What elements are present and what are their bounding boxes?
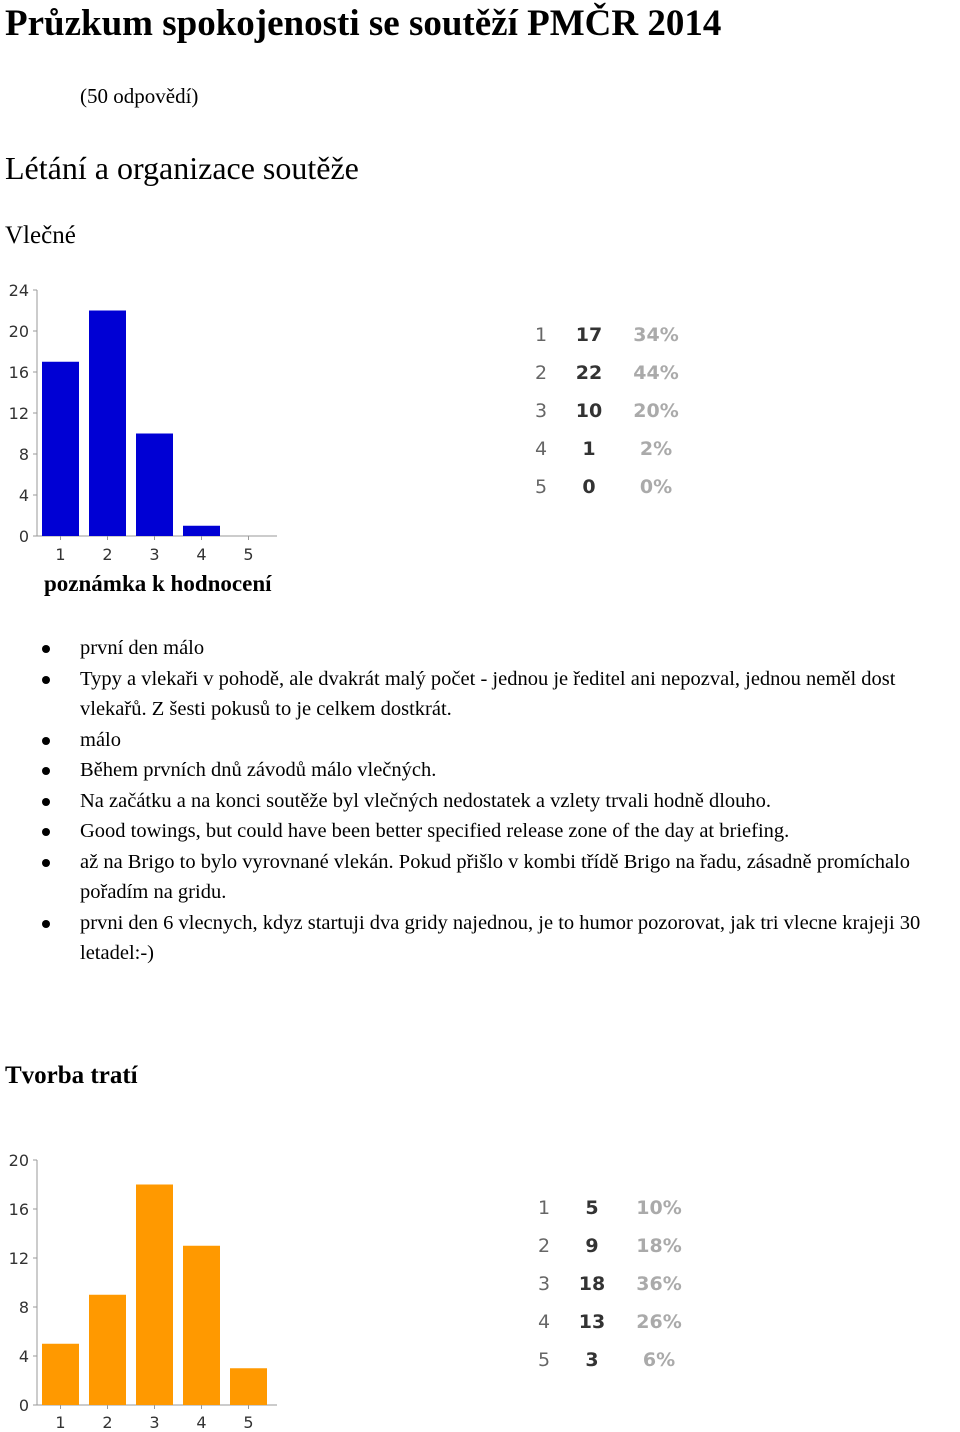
rating-key: 1: [534, 324, 548, 346]
y-tick-label: 16: [8, 1200, 29, 1219]
bar: [136, 1185, 173, 1406]
rating-percent: 10%: [636, 1197, 682, 1219]
x-tick-label: 3: [149, 1413, 160, 1432]
rating-percent: 44%: [633, 362, 679, 384]
rating-percent: 6%: [642, 1349, 676, 1371]
rating-count: 22: [575, 362, 603, 384]
bar: [42, 362, 79, 536]
question-title-towing: Vlečné: [5, 222, 76, 249]
x-tick-label: 4: [196, 1413, 207, 1432]
bar: [42, 1344, 79, 1405]
bar: [230, 1368, 267, 1405]
rating-percent: 18%: [636, 1235, 682, 1257]
rating-key: 2: [537, 1235, 551, 1257]
rating-percent: 20%: [633, 400, 679, 422]
question-title-tasks: Tvorba tratí: [5, 1062, 138, 1089]
rating-percent: 26%: [636, 1311, 682, 1333]
rating-key: 3: [537, 1273, 551, 1295]
rating-key: 5: [534, 476, 548, 498]
y-tick-label: 12: [8, 404, 29, 423]
rating-key: 2: [534, 362, 548, 384]
y-tick-label: 20: [8, 1151, 29, 1170]
x-tick-label: 2: [102, 545, 113, 564]
list-item: Během prvních dnů závodů málo vlečných.: [80, 755, 940, 786]
x-tick-label: 3: [149, 545, 160, 564]
list-item: prvni den 6 vlecnych, kdyz startuji dva gridy najednou, je to humor pozorovat, jak tri vlecne krajeji 30 letadel:-): [80, 908, 940, 969]
rating-key: 1: [537, 1197, 551, 1219]
rating-percent: 36%: [636, 1273, 682, 1295]
list-item: Na začátku a na konci soutěže byl vlečných nedostatek a vzlety trvali hodně dlouho.: [80, 786, 940, 817]
y-tick-label: 4: [18, 486, 29, 505]
rating-key: 3: [534, 400, 548, 422]
y-tick-label: 0: [18, 1396, 29, 1415]
notes-heading: poznámka k hodnocení: [44, 571, 272, 596]
rating-count: 17: [575, 324, 603, 346]
rating-percent: 2%: [639, 438, 673, 460]
rating-count: 10: [575, 400, 603, 422]
list-item: Good towings, but could have been better specified release zone of the day at briefing.: [80, 816, 940, 847]
list-item: až na Brigo to bylo vyrovnané vlekán. Pokud přišlo v kombi třídě Brigo na řadu, zásadně promíchalo pořadím na gridu.: [80, 847, 940, 908]
x-tick-label: 1: [55, 545, 66, 564]
y-tick-label: 4: [18, 1347, 29, 1366]
x-tick-label: 5: [243, 1413, 254, 1432]
rating-count: 0: [582, 476, 596, 498]
list-item: první den málo: [80, 633, 940, 664]
y-tick-label: 20: [8, 322, 29, 341]
notes-list: [0, 633, 940, 969]
rating-count: 1: [582, 438, 596, 460]
section-heading: Létání a organizace soutěže: [5, 150, 359, 186]
list-item: Typy a vlekaři v pohodě, ale dvakrát malý počet - jednou je ředitel ani nepozval, jednou neměl dost vlekařů. Z šesti pokusů to je celkem dostkrát.: [80, 664, 940, 725]
rating-key: 4: [534, 438, 548, 460]
rating-percent: 34%: [633, 324, 679, 346]
y-tick-label: 12: [8, 1249, 29, 1268]
bar: [136, 434, 173, 537]
rating-key: 5: [537, 1349, 551, 1371]
list-item: málo: [80, 725, 940, 756]
rating-count: 13: [578, 1311, 606, 1333]
response-count: (50 odpovědí): [80, 84, 199, 108]
bar-chart-tasks: [0, 1150, 290, 1432]
y-tick-label: 16: [8, 363, 29, 382]
rating-count: 5: [585, 1197, 599, 1219]
bar: [89, 311, 126, 537]
bar: [183, 526, 220, 536]
rating-percent: 0%: [639, 476, 673, 498]
x-tick-label: 5: [243, 545, 254, 564]
rating-count: 3: [585, 1349, 599, 1371]
bar: [89, 1295, 126, 1405]
y-tick-label: 24: [8, 281, 29, 300]
page-title: Průzkum spokojenosti se soutěží PMČR 2014: [5, 3, 722, 44]
x-tick-label: 1: [55, 1413, 66, 1432]
bar: [183, 1246, 220, 1405]
x-tick-label: 4: [196, 545, 207, 564]
rating-count: 9: [585, 1235, 599, 1257]
rating-count: 18: [578, 1273, 606, 1295]
y-tick-label: 8: [18, 445, 29, 464]
y-tick-label: 8: [18, 1298, 29, 1317]
y-tick-label: 0: [18, 527, 29, 546]
rating-key: 4: [537, 1311, 551, 1333]
bar-chart-towing: [0, 280, 290, 570]
x-tick-label: 2: [102, 1413, 113, 1432]
